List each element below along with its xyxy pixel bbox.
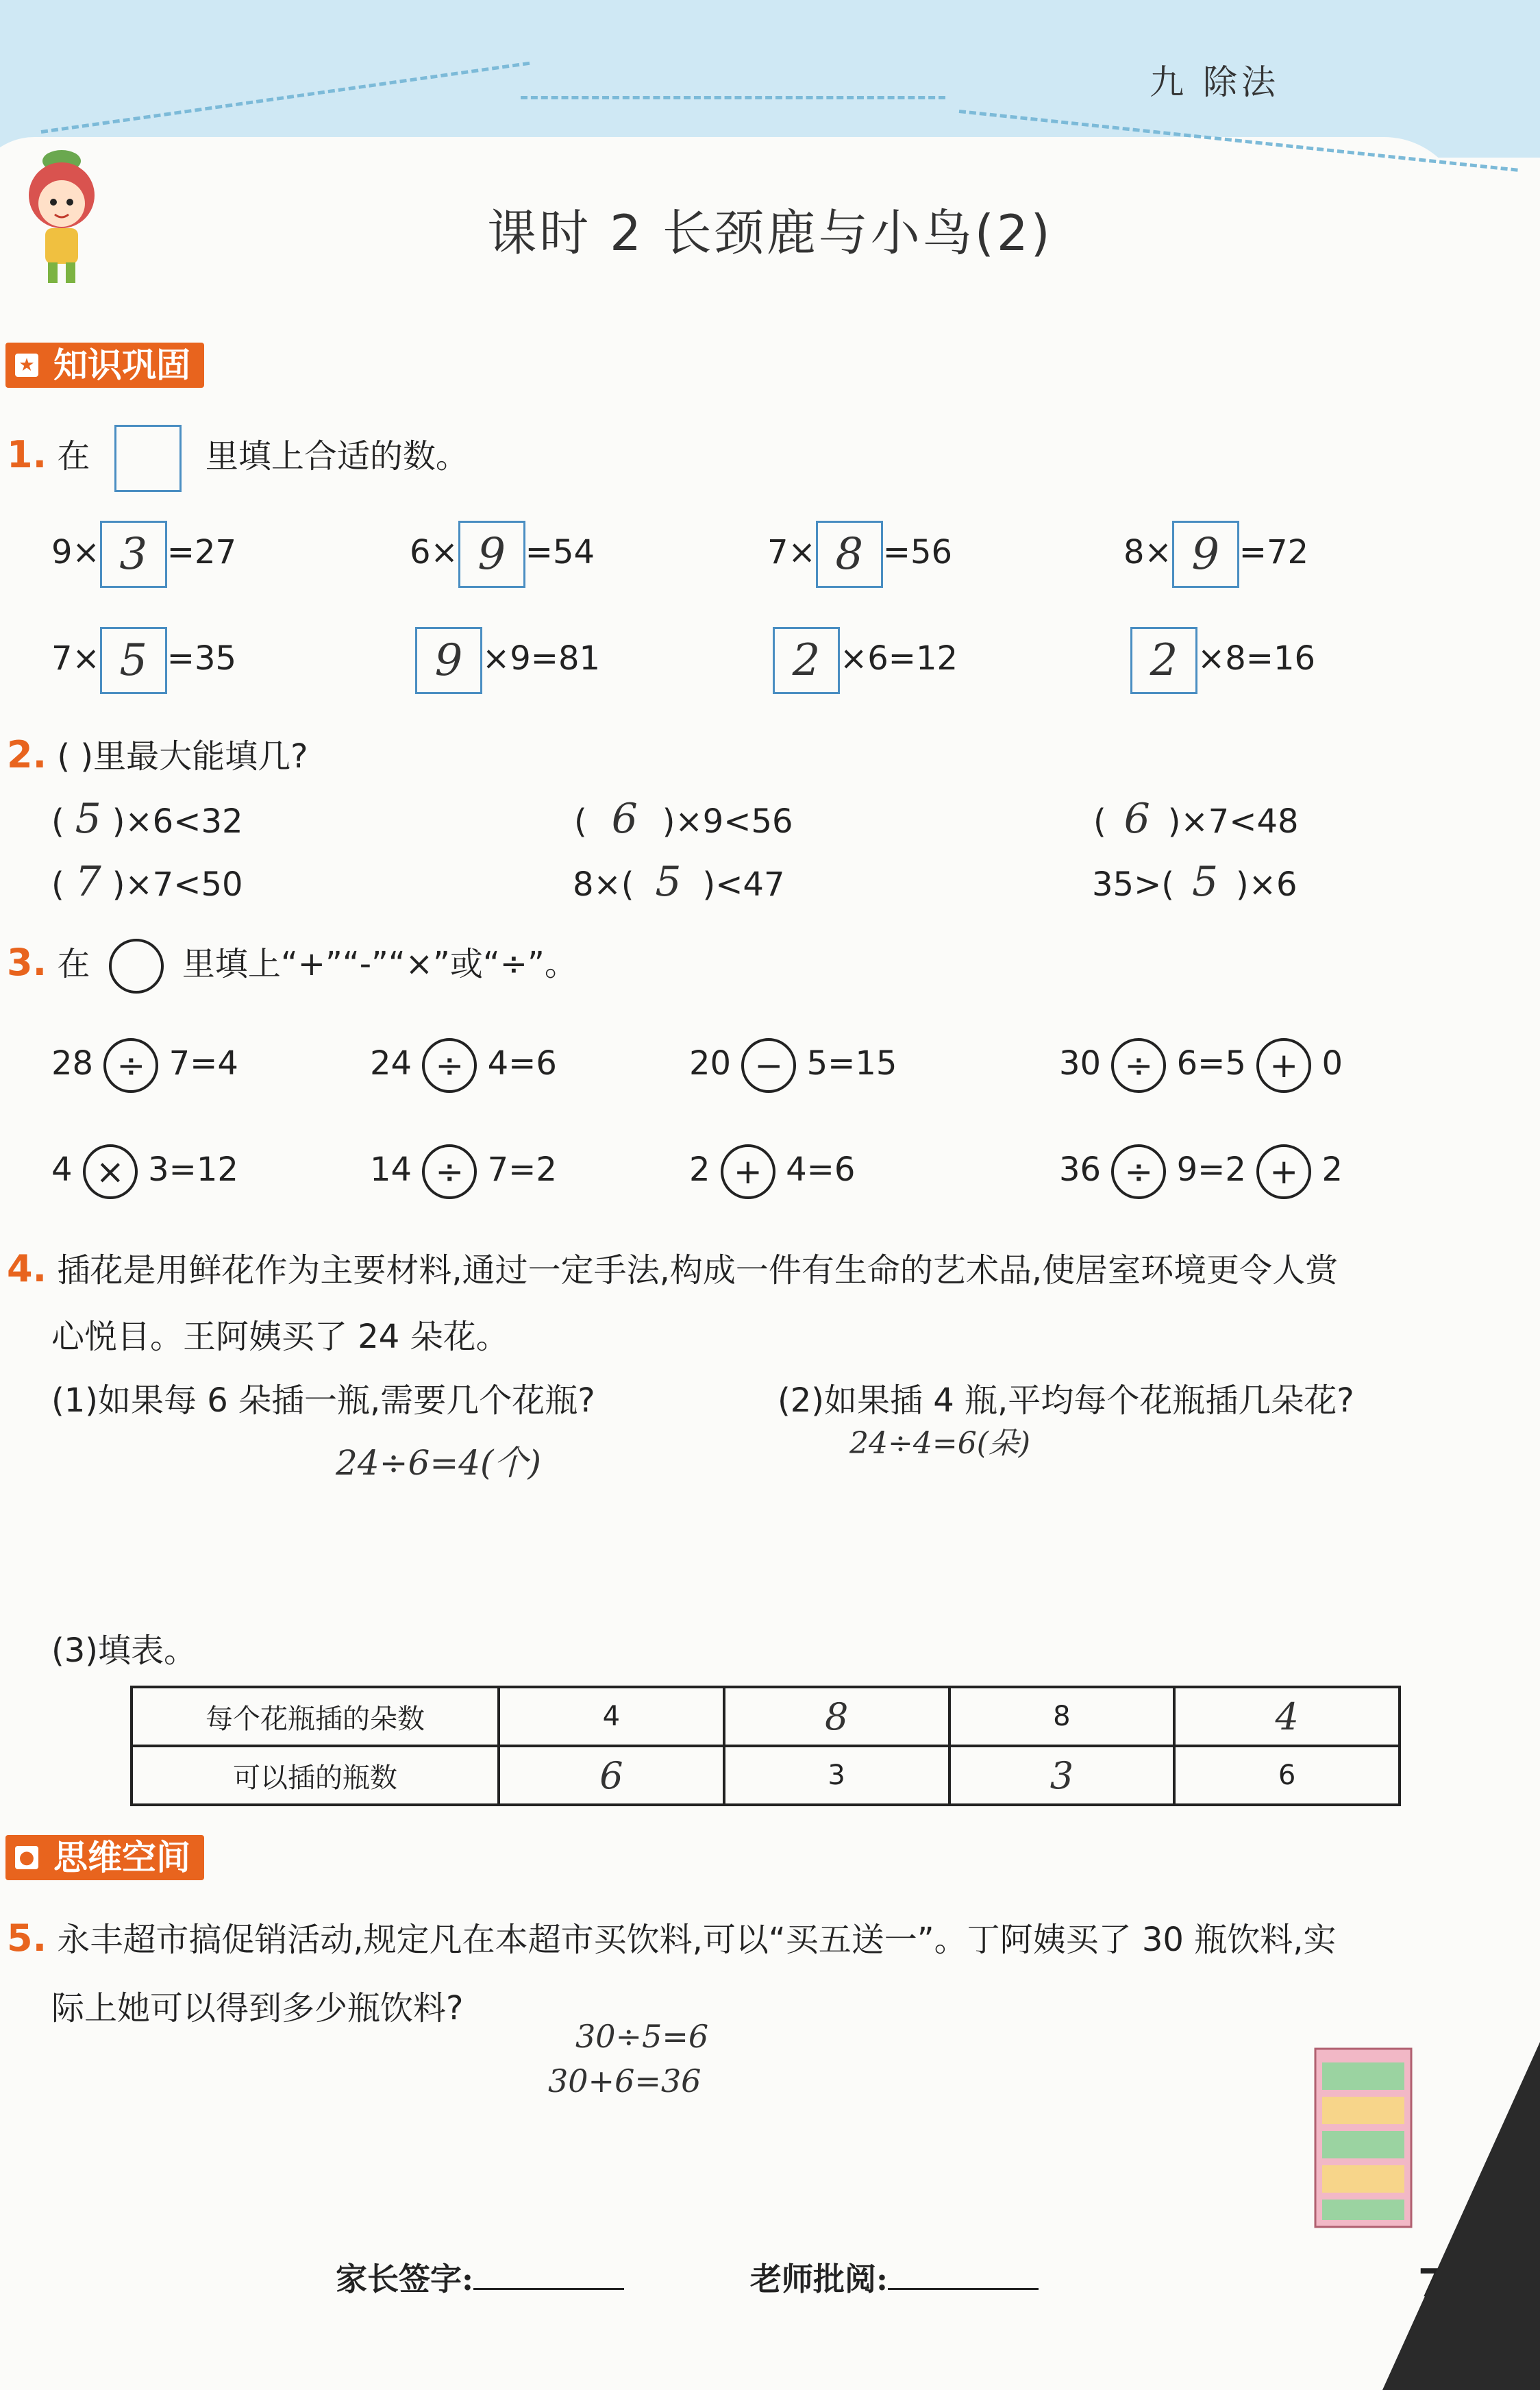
table-row <box>132 1687 1400 1746</box>
parent-sign-label: 家长签字: <box>336 2260 473 2297</box>
handwritten-work: 30+6=36 <box>548 2062 701 2099</box>
blank-circle-sample <box>109 939 164 994</box>
answer-blank[interactable]: 5 <box>1191 858 1219 906</box>
header-band <box>0 0 1540 158</box>
q4-sub2: (2)如果插 4 瓶,平均每个花瓶插几朵花? <box>778 1381 1354 1420</box>
blank-box-sample <box>114 425 182 492</box>
q3-prompt-b: 里填上“+”“-”“×”或“÷”。 <box>182 945 578 983</box>
table-row-label: 每个花瓶插的朵数 <box>132 1687 499 1746</box>
answer-box[interactable]: 2 <box>1130 627 1197 694</box>
table-cell: 4 <box>499 1687 724 1746</box>
bulb-icon: ● <box>15 1846 38 1869</box>
q4-sub1: (1)如果每 6 朵插一瓶,需要几个花瓶? <box>51 1381 595 1420</box>
handwritten-answer: 24÷6=4(个) <box>336 1443 542 1483</box>
answer-box[interactable]: 3 <box>100 521 167 588</box>
q4-sub3: (3)填表。 <box>51 1631 197 1670</box>
q4-text-line1 <box>7 1244 1338 1291</box>
operator-circle[interactable]: ÷ <box>422 1144 477 1199</box>
question-number: 4. <box>7 1247 47 1290</box>
table-cell-answer[interactable]: 8 <box>724 1687 949 1746</box>
q2-item: ( 5 )×6<32 <box>51 795 243 843</box>
q1-item: 6× 9 =54 <box>410 521 595 588</box>
table-cell-answer[interactable]: 4 <box>1174 1687 1400 1746</box>
handwritten-work: 30÷5=6 <box>575 2018 709 2055</box>
page-number: 75 <box>1418 2261 1471 2306</box>
signature-line[interactable] <box>888 2288 1039 2290</box>
answer-blank[interactable]: 5 <box>75 795 101 843</box>
q1-item: 7× 5 =35 <box>51 627 236 694</box>
operator-circle[interactable]: + <box>1256 1038 1311 1093</box>
operator-circle[interactable]: + <box>721 1144 775 1199</box>
q3-item: 30 ÷ 6=5 + 0 <box>1059 1038 1343 1093</box>
table-cell-answer[interactable]: 3 <box>949 1746 1175 1805</box>
question-number: 1. <box>7 433 47 476</box>
operator-circle[interactable]: ÷ <box>1111 1144 1166 1199</box>
table-row <box>132 1746 1400 1805</box>
q1-item: 2 ×6=12 <box>773 627 958 694</box>
section-title: 知识巩固 <box>53 345 190 385</box>
q3-item: 14 ÷ 7=2 <box>370 1144 557 1199</box>
q4-text-line2: 心悦目。王阿姨买了 24 朵花。 <box>51 1318 509 1356</box>
flower-table <box>130 1686 1401 1806</box>
q3-item: 28 ÷ 7=4 <box>51 1038 238 1093</box>
q1-item: 9× 3 =27 <box>51 521 236 588</box>
q2-item: 35>( 5 )×6 <box>1092 858 1297 906</box>
signature-line[interactable] <box>473 2288 624 2290</box>
q3-prompt <box>7 937 578 994</box>
q1-prompt-b: 里填上合适的数。 <box>205 437 469 476</box>
dashed-line <box>521 96 945 99</box>
answer-box[interactable]: 5 <box>100 627 167 694</box>
answer-blank[interactable]: 6 <box>611 795 638 843</box>
q2-prompt <box>7 730 308 777</box>
q1-prompt-a: 在 <box>57 437 90 476</box>
q3-item: 4 × 3=12 <box>51 1144 238 1199</box>
q2-item: 8×( 5 )<47 <box>573 858 785 906</box>
operator-circle[interactable]: ÷ <box>1111 1038 1166 1093</box>
table-cell-answer[interactable]: 6 <box>499 1746 724 1805</box>
answer-box[interactable]: 9 <box>1172 521 1239 588</box>
answer-blank[interactable]: 7 <box>75 858 101 906</box>
page-fold-corner <box>1382 2042 1540 2390</box>
chapter-label: 九 除法 <box>1150 62 1280 102</box>
q5-text-line1 <box>7 1913 1336 1960</box>
answer-blank[interactable]: 5 <box>655 858 682 906</box>
table-row-label: 可以插的瓶数 <box>132 1746 499 1805</box>
table-cell: 6 <box>1174 1746 1400 1805</box>
operator-circle[interactable]: ÷ <box>103 1038 158 1093</box>
q3-item: 20 − 5=15 <box>689 1038 897 1093</box>
teacher-review <box>750 2254 1039 2300</box>
question-number: 2. <box>7 733 47 776</box>
question-number: 5. <box>7 1917 47 1960</box>
q2-item: ( 6 )×7<48 <box>1093 795 1299 843</box>
table-cell: 8 <box>949 1687 1175 1746</box>
operator-circle[interactable]: − <box>741 1038 796 1093</box>
operator-circle[interactable]: ÷ <box>422 1038 477 1093</box>
q3-item: 2 + 4=6 <box>689 1144 855 1199</box>
q5-text-line2: 际上她可以得到多少瓶饮料? <box>51 1989 464 2028</box>
answer-box[interactable]: 9 <box>415 627 482 694</box>
q3-prompt-a: 在 <box>57 945 90 983</box>
section-header-thinking <box>5 1835 204 1880</box>
q2-item: ( 7 )×7<50 <box>51 858 243 906</box>
operator-circle[interactable]: + <box>1256 1144 1311 1199</box>
q1-item: 8× 9 =72 <box>1123 521 1308 588</box>
answer-blank[interactable]: 6 <box>1123 795 1150 843</box>
q1-prompt <box>7 425 469 492</box>
q1-item: 2 ×8=16 <box>1130 627 1315 694</box>
q1-item: 9 ×9=81 <box>415 627 600 694</box>
q2-item: ( 6 )×9<56 <box>574 795 793 843</box>
teacher-review-label: 老师批阅: <box>750 2260 888 2297</box>
answer-box[interactable]: 8 <box>816 521 883 588</box>
lesson-title: 课时 2 长颈鹿与小鸟(2) <box>487 204 1053 262</box>
answer-box[interactable]: 2 <box>773 627 840 694</box>
q3-item: 36 ÷ 9=2 + 2 <box>1059 1144 1343 1199</box>
answer-box[interactable]: 9 <box>458 521 525 588</box>
handwritten-answer: 24÷4=6(朵) <box>849 1426 1031 1461</box>
section-header-consolidation <box>5 343 204 388</box>
section-title: 思维空间 <box>53 1838 190 1877</box>
q4-text: 插花是用鲜花作为主要材料,通过一定手法,构成一件有生命的艺术品,使居室环境更令人赏 <box>57 1251 1339 1290</box>
q5-text: 永丰超市搞促销活动,规定凡在本超市买饮料,可以“买五送一”。丁阿姨买了 30 瓶饮料,实 <box>57 1921 1337 1959</box>
q2-prompt-text: ( )里最大能填几? <box>57 737 308 776</box>
parent-signature <box>336 2254 624 2300</box>
q3-item: 24 ÷ 4=6 <box>370 1038 557 1093</box>
table-cell: 3 <box>724 1746 949 1805</box>
star-icon: ★ <box>15 354 38 377</box>
operator-circle[interactable]: × <box>83 1144 138 1199</box>
question-number: 3. <box>7 941 47 984</box>
q1-item: 7× 8 =56 <box>767 521 952 588</box>
